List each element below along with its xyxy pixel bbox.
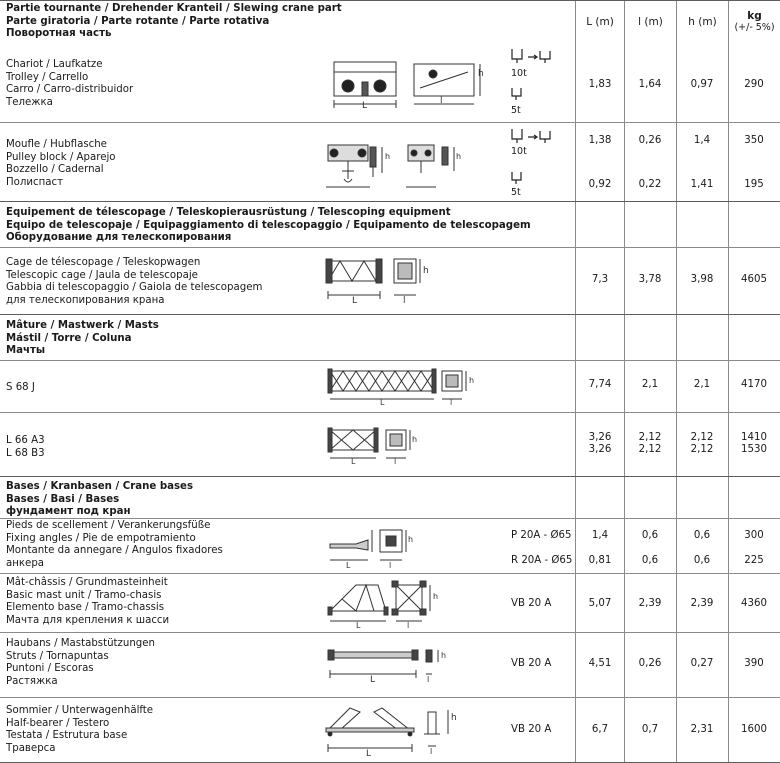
row-divider [0, 573, 780, 574]
basic-L: 5,07 [588, 598, 612, 609]
basic-model: VB 20 A [511, 598, 552, 609]
dim-label-h: h [451, 713, 457, 723]
name-line: Puntoni / Escoras [6, 663, 94, 675]
name-line: Telescopic cage / Jaula de telescopaje [6, 269, 198, 281]
header-length: L (m) [586, 16, 614, 28]
name-line: Pulley block / Aparejo [6, 151, 116, 163]
halfbearer-L: 6,7 [591, 724, 609, 735]
name-line: анкера [6, 557, 45, 569]
cage-names [6, 257, 262, 307]
hook-5t-label: 5t [511, 187, 521, 198]
dim-label-L: L [362, 101, 368, 111]
s68j-kg: 4170 [741, 379, 767, 390]
hook-10t-label: 10t [511, 146, 527, 157]
name-line: Haubans / Mastabstützungen [6, 638, 155, 649]
name-line: S 68 J [6, 382, 35, 393]
l66-names [6, 435, 45, 460]
name-line: Bozzello / Cadernal [6, 164, 104, 176]
basic-l: 2,39 [638, 598, 662, 609]
section-title-line: Мачты [6, 345, 46, 356]
row-divider [0, 476, 780, 477]
cage-h: 3,98 [690, 274, 714, 285]
name-line: Траверса [6, 742, 56, 754]
block-kg-2: 195 [744, 179, 764, 190]
section-title-line: Equipement de télescopage / Teleskopierausrüstung / Telescoping equipment [6, 207, 451, 218]
dim-label-h: h [385, 152, 391, 161]
trolley-l: 1,64 [638, 79, 662, 90]
header-height: h (m) [688, 16, 717, 28]
trolley-h: 0,97 [690, 79, 714, 90]
dim-label-h: h [423, 266, 429, 276]
section-title-masts [6, 320, 159, 358]
name-line: Basic mast unit / Tramo-chasis [6, 589, 162, 601]
dim-label-l: l [440, 96, 443, 106]
l66-h-2: 2,12 [690, 444, 714, 455]
dim-label-l: l [427, 675, 430, 684]
section-title-line: фундамент под кран [6, 506, 131, 517]
block-h-2: 1,41 [690, 179, 714, 190]
name-line: Тележка [6, 96, 53, 108]
dim-label-l: l [450, 398, 453, 407]
section-title-line: Parte giratoria / Parte rotante / Parte rotativa [6, 15, 270, 27]
dim-label-L: L [366, 749, 372, 759]
section-title-line: Поворотная часть [6, 28, 112, 39]
block-l-2: 0,22 [638, 179, 662, 190]
name-line: Cage de télescopage / Teleskopwagen [6, 257, 201, 268]
cage-kg: 4605 [741, 274, 767, 285]
l66-l-2: 2,12 [638, 444, 662, 455]
dim-label-l: l [403, 296, 406, 306]
section-title-line: Bases / Kranbasen / Crane bases [6, 481, 194, 492]
dim-label-h: h [433, 592, 439, 601]
mast-l66-drawing [326, 426, 418, 466]
halfbearer-h: 2,31 [690, 724, 714, 735]
name-line: Struts / Tornapuntas [6, 650, 109, 662]
l66-kg-2: 1530 [741, 444, 767, 455]
dim-label-h: h [408, 535, 414, 544]
row-divider [0, 0, 780, 1]
dim-label-l: l [430, 747, 433, 756]
row-divider [0, 697, 780, 698]
fixing-kg-1: 300 [744, 530, 764, 541]
block-L-2: 0,92 [588, 179, 612, 190]
block-h-1: 1,4 [693, 135, 711, 146]
fixing-h-1: 0,6 [693, 530, 711, 541]
header-weight-tolerance: (+/- 5%) [734, 22, 775, 33]
struts-L: 4,51 [588, 658, 612, 669]
trolley-L: 1,83 [588, 79, 612, 90]
name-line: Mât-châssis / Grundmasteinheit [6, 577, 168, 588]
name-line: Testata / Estrutura base [6, 730, 128, 742]
block-names [6, 139, 116, 189]
dim-label-h: h [478, 69, 484, 79]
name-line: Pieds de scellement / Verankerungsfüße [6, 520, 211, 531]
trolley-kg: 290 [744, 79, 764, 90]
section-title-telescoping [6, 207, 531, 245]
l66-l-1: 2,12 [638, 432, 662, 443]
struts-model: VB 20 A [511, 658, 552, 669]
dim-label-L: L [352, 296, 358, 306]
dim-label-h: h [441, 651, 447, 660]
name-line: для телескопирования крана [6, 294, 165, 306]
header-weight-unit: kg [747, 10, 762, 22]
name-line: L 68 B3 [6, 447, 45, 459]
dim-label-l: l [407, 621, 410, 630]
name-line: Растяжка [6, 675, 58, 687]
fixing-L-2: 0,81 [588, 555, 612, 566]
row-divider [0, 412, 780, 413]
fixing-model-2: R 20A - Ø65 [511, 555, 573, 566]
row-divider [0, 632, 780, 633]
name-line: L 66 A3 [6, 435, 45, 446]
hook-5t-icon [510, 170, 524, 188]
dim-label-h: h [469, 376, 475, 385]
block-L-1: 1,38 [588, 135, 612, 146]
hook-5t-icon [510, 86, 524, 104]
fixing-model-1: P 20A - Ø65 [511, 530, 572, 541]
l66-L-1: 3,26 [588, 432, 612, 443]
name-line: Chariot / Laufkatze [6, 59, 103, 70]
section-title-line: Equipo de telescopaje / Equipaggiamento di telescopaggio / Equipamento de telescopagem [6, 219, 531, 231]
basic-kg: 4360 [741, 598, 767, 609]
name-line: Полиспаст [6, 176, 64, 188]
row-divider [0, 122, 780, 123]
dim-label-L: L [356, 621, 361, 630]
name-line: Montante da annegare / Angulos fixadores [6, 545, 223, 557]
name-line: Sommier / Unterwagenhälfte [6, 705, 154, 716]
name-line: Half-bearer / Testero [6, 717, 110, 729]
pulley-block-drawing [322, 137, 462, 191]
trolley-names [6, 59, 133, 109]
fixing-l-2: 0,6 [641, 555, 659, 566]
s68j-L: 7,74 [588, 379, 612, 390]
mast-s68j-drawing [326, 367, 476, 407]
halfbearer-kg: 1600 [741, 724, 767, 735]
dim-label-l: l [394, 457, 397, 466]
l66-h-1: 2,12 [690, 432, 714, 443]
section-title-line: Mâture / Mastwerk / Masts [6, 320, 159, 331]
dim-label-L: L [370, 675, 376, 685]
fixing-names [6, 520, 223, 570]
dim-label-L: L [351, 457, 356, 466]
basic-mast-unit-drawing [326, 577, 444, 629]
struts-names [6, 638, 155, 688]
row-divider [0, 360, 780, 361]
basic-names [6, 577, 169, 627]
dim-label-L: L [380, 398, 385, 407]
dim-label-h: h [412, 435, 418, 444]
name-line: Fixing angles / Pie de empotramiento [6, 532, 196, 544]
l66-kg-1: 1410 [741, 432, 767, 443]
name-line: Мачта для крепления к шасси [6, 614, 170, 626]
halfbearer-model: VB 20 A [511, 724, 552, 735]
fixing-l-1: 0,6 [641, 530, 659, 541]
trolley-drawing [328, 48, 488, 110]
section-title-slewing [6, 3, 342, 41]
cage-l: 3,78 [638, 274, 662, 285]
hook-10t-label: 10t [511, 68, 527, 79]
name-line: Moufle / Hubflasche [6, 139, 107, 150]
telescopic-cage-drawing [324, 255, 434, 305]
cage-L: 7,3 [591, 274, 609, 285]
struts-drawing [326, 644, 466, 684]
dim-label-h: h [456, 152, 462, 161]
block-kg-1: 350 [744, 135, 764, 146]
name-line: Gabbia di telescopaggio / Gaiola de telescopagem [6, 282, 263, 294]
s68j-names [6, 382, 35, 395]
name-line: Carro / Carro-distribuidor [6, 84, 134, 96]
row-divider [0, 201, 780, 202]
fixing-h-2: 0,6 [693, 555, 711, 566]
section-title-bases [6, 481, 193, 519]
s68j-l: 2,1 [641, 379, 659, 390]
header-weight [729, 10, 780, 34]
row-divider [0, 314, 780, 315]
fixing-L-1: 1,4 [591, 530, 609, 541]
block-l-1: 0,26 [638, 135, 662, 146]
name-line: Elemento base / Tramo-chassis [6, 602, 165, 614]
basic-h: 2,39 [690, 598, 714, 609]
row-divider [0, 247, 780, 248]
dim-label-L: L [346, 561, 351, 570]
fixing-kg-2: 225 [744, 555, 764, 566]
hook-5t-label: 5t [511, 105, 521, 116]
fixing-angles-drawing [326, 522, 416, 570]
halfbearer-names [6, 705, 153, 755]
struts-l: 0,26 [638, 658, 662, 669]
s68j-h: 2,1 [693, 379, 711, 390]
half-bearer-drawing [320, 702, 470, 758]
header-width: l (m) [638, 16, 663, 28]
halfbearer-l: 0,7 [641, 724, 659, 735]
name-line: Trolley / Carrello [6, 71, 89, 83]
section-title-line: Оборудование для телескопирования [6, 232, 232, 243]
struts-kg: 390 [744, 658, 764, 669]
hook-10t-icon [510, 47, 558, 69]
struts-h: 0,27 [690, 658, 714, 669]
section-title-line: Partie tournante / Drehender Kranteil / Slewing crane part [6, 3, 342, 14]
section-title-line: Mástil / Torre / Coluna [6, 332, 132, 344]
l66-L-2: 3,26 [588, 444, 612, 455]
dim-label-l: l [389, 561, 392, 570]
section-title-line: Bases / Basi / Bases [6, 493, 120, 505]
